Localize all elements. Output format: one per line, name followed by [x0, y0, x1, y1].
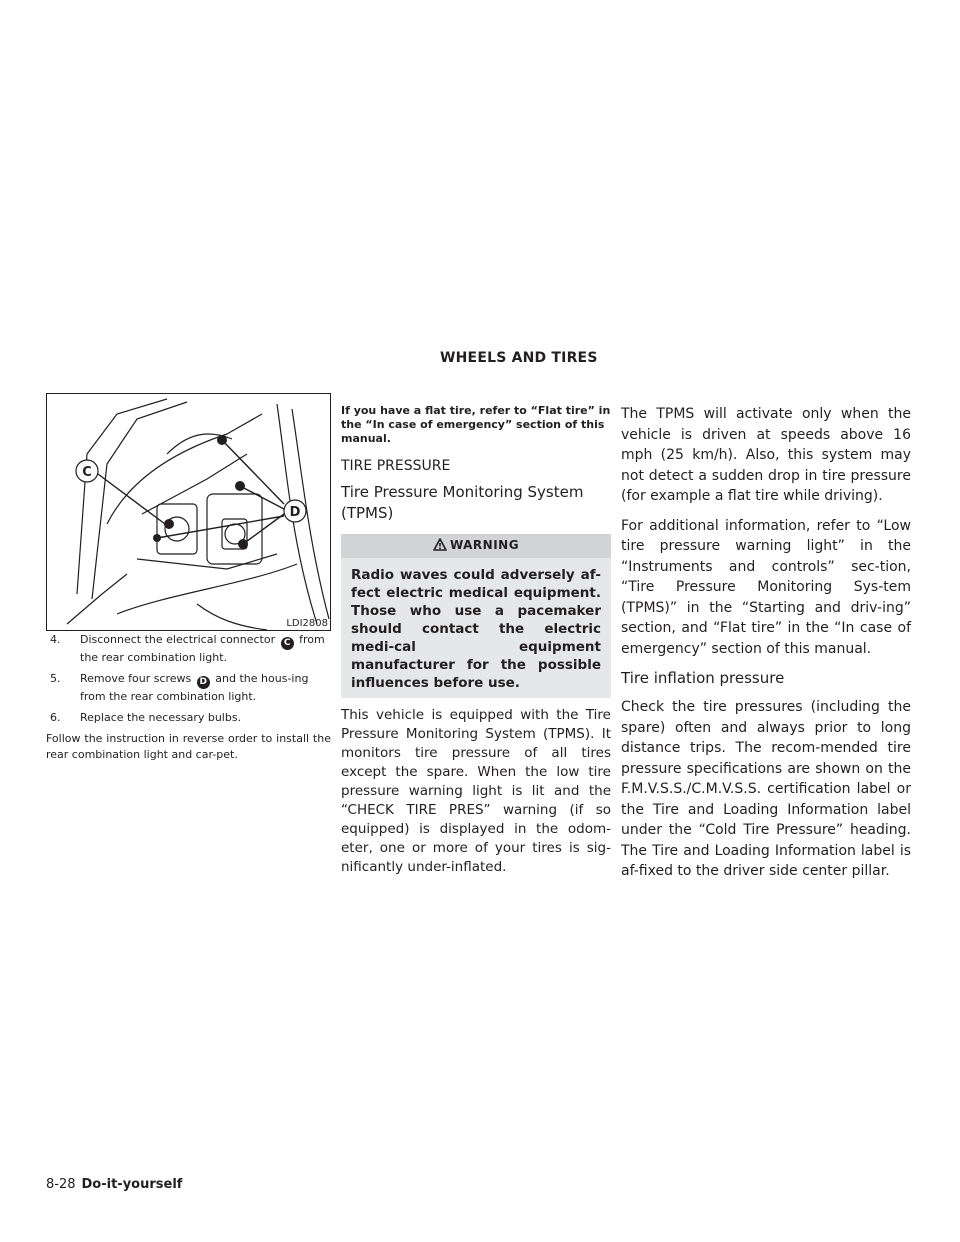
right-column — [621, 404, 911, 891]
follow-instruction-text: Follow the instruction in reverse order to install the rear combination light and car-pet. — [46, 732, 331, 761]
flat-tire-note: If you have a flat tire, refer to “Flat tire” in the “In case of emergency” section of this manual. — [341, 404, 611, 445]
callout-c-badge: C — [281, 637, 294, 650]
tpms-description: This vehicle is equipped with the Tire Pressure Monitoring System (TPMS). It monitors tire pressure of all tires except the spare. When the low tire pressure warning light is lit and the “CHECK TIRE PRES” warning (if so equipped) is displayed in the odom-eter, one or more of your tires is sig-nificantly under-inflated. — [341, 707, 611, 875]
tpms-heading: Tire Pressure Monitoring System (TPMS) — [341, 483, 584, 522]
callout-d: D — [289, 505, 301, 520]
page-number: 8-28 — [46, 1177, 76, 1192]
rear-combination-light-figure — [46, 393, 331, 631]
rear-combination-light-illustration — [47, 394, 331, 631]
warning-icon — [433, 538, 447, 554]
warning-box — [341, 534, 611, 698]
left-column — [46, 632, 331, 763]
callout-d-badge: D — [197, 676, 210, 689]
callout-c: C — [82, 465, 92, 480]
middle-column — [341, 404, 611, 886]
section-title: WHEELS AND TIRES — [440, 350, 598, 366]
tire-inflation-text: Check the tire pressures (including the spare) often and always prior to long distance trips. The recom-mended tire pressure specifications are shown on the F.M.V.S.S./C.M.V.S.S. certification label or the Tire and Loading Information label under the “Cold Tire Pressure” heading. The Tire and Loading Information label is af-fixed to the driver side center pillar. — [621, 699, 911, 879]
page-footer — [46, 1177, 182, 1192]
warning-text: Radio waves could adversely af-fect electric medical equipment. Those who use a pacemaker should contact the electric medi-cal equipment manufacturer for the possible influences before use. — [351, 567, 601, 691]
step-5: 5. Remove four screws D and the hous-ing from the rear combination light. — [50, 672, 309, 703]
tire-pressure-heading: TIRE PRESSURE — [341, 458, 451, 474]
tpms-activation-text: The TPMS will activate only when the vehicle is driven at speeds above 16 mph (25 km/h). Also, this system may not detect a sudden drop in tire pressure (for example a flat tire while driving). — [621, 406, 911, 504]
chapter-title: Do-it-yourself — [81, 1177, 183, 1192]
additional-info-text: For additional information, refer to “Low tire pressure warning light” in the “Instruments and controls” sec-tion, “Tire Pressure Monitoring Sys-tem (TPMS)” in the “Starting and driv-ing” section, and “Flat tire” in the “In case of emergency” section of this manual. — [621, 517, 911, 657]
warning-title: WARNING — [341, 534, 611, 558]
figure-label: LDI2808 — [286, 618, 328, 629]
step-6: 6. Replace the necessary bulbs. — [50, 711, 242, 724]
tire-inflation-heading: Tire inflation pressure — [621, 669, 785, 687]
step-4: 4. Disconnect the electrical connector C from the rear combination light. — [50, 633, 325, 664]
